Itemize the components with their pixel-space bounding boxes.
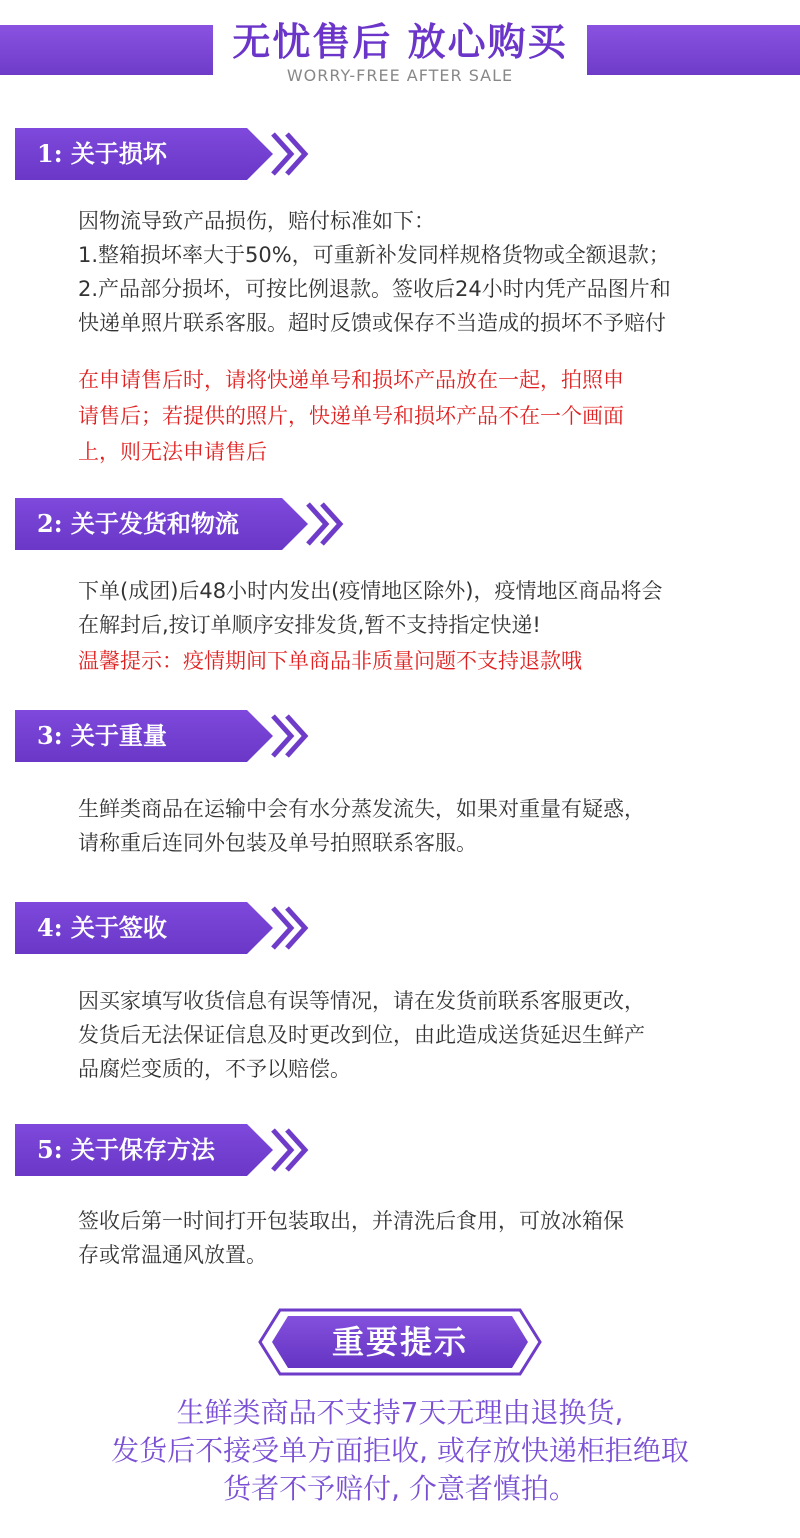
page-title: 无忧售后 放心购买 (232, 19, 568, 64)
text-line: 发货后无法保证信息及时更改到位，由此造成送货延迟生鲜产 (78, 1023, 645, 1047)
text-line: 因买家填写收货信息有误等情况，请在发货前联系客服更改， (78, 989, 645, 1013)
double-chevron-icon (269, 902, 311, 954)
text-line: 品腐烂变质的，不予以赔偿。 (78, 1057, 351, 1081)
text-line: 2.产品部分损坏，可按比例退款。签收后24小时内凭产品图片和 (78, 277, 671, 301)
page-header (0, 0, 800, 110)
text-line: 快递单照片联系客服。超时反馈或保存不当造成的损坏不予赔付 (78, 311, 666, 335)
section-5-body (78, 1204, 778, 1272)
header-bar-left (0, 25, 213, 75)
warning-line: 在申请售后时，请将快递单号和损坏产品放在一起，拍照申 (78, 368, 624, 392)
section-2-banner (15, 498, 345, 550)
text-line: 因物流导致产品损伤，赔付标准如下： (78, 209, 435, 233)
notice-line: 发货后不接受单方面拒收, 或存放快递柜拒绝取 (111, 1434, 689, 1467)
section-2-body (78, 574, 778, 642)
section-2-warning (78, 644, 778, 678)
section-3-heading: 3: 关于重量 (37, 721, 167, 750)
section-1-banner (15, 128, 310, 180)
double-chevron-icon (269, 1124, 311, 1176)
section-1-heading: 1: 关于损坏 (37, 139, 167, 168)
section-2-heading: 2: 关于发货和物流 (37, 509, 239, 538)
text-line: 签收后第一时间打开包装取出，并清洗后食用，可放冰箱保 (78, 1209, 624, 1233)
notice-line: 货者不予赔付, 介意者慎拍。 (223, 1472, 577, 1505)
section-3-body (78, 792, 778, 860)
section-4-body (78, 984, 778, 1086)
section-1-body (78, 204, 778, 340)
section-4-banner (15, 902, 310, 954)
warning-line: 上，则无法申请售后 (78, 440, 267, 464)
section-5-heading: 5: 关于保存方法 (37, 1135, 215, 1164)
notice-line: 生鲜类商品不支持7天无理由退换货, (176, 1396, 624, 1429)
warning-line: 请售后；若提供的照片，快递单号和损坏产品不在一个画面 (78, 404, 624, 428)
text-line: 请称重后连同外包装及单号拍照联系客服。 (78, 831, 477, 855)
section-5-banner (15, 1124, 310, 1176)
warning-line: 温馨提示：疫情期间下单商品非质量问题不支持退款哦 (78, 649, 582, 673)
text-line: 存或常温通风放置。 (78, 1243, 267, 1267)
important-banner (258, 1306, 542, 1378)
text-line: 生鲜类商品在运输中会有水分蒸发流失，如果对重量有疑惑， (78, 797, 645, 821)
text-line: 在解封后,按订单顺序安排发货,暂不支持指定快递! (78, 613, 541, 637)
page-subtitle: WORRY-FREE AFTER SALE (286, 66, 514, 85)
double-chevron-icon (269, 710, 311, 762)
text-line: 1.整箱损坏率大于50%，可重新补发同样规格货物或全额退款； (78, 243, 670, 267)
important-heading: 重要提示 (331, 1323, 468, 1361)
double-chevron-icon (304, 498, 346, 550)
important-notice (0, 1394, 800, 1508)
section-1-warning (78, 362, 778, 470)
header-bar-right (587, 25, 800, 75)
text-line: 下单(成团)后48小时内发出(疫情地区除外)，疫情地区商品将会 (78, 579, 663, 603)
section-4-heading: 4: 关于签收 (37, 913, 167, 942)
double-chevron-icon (269, 128, 311, 180)
section-3-banner (15, 710, 310, 762)
